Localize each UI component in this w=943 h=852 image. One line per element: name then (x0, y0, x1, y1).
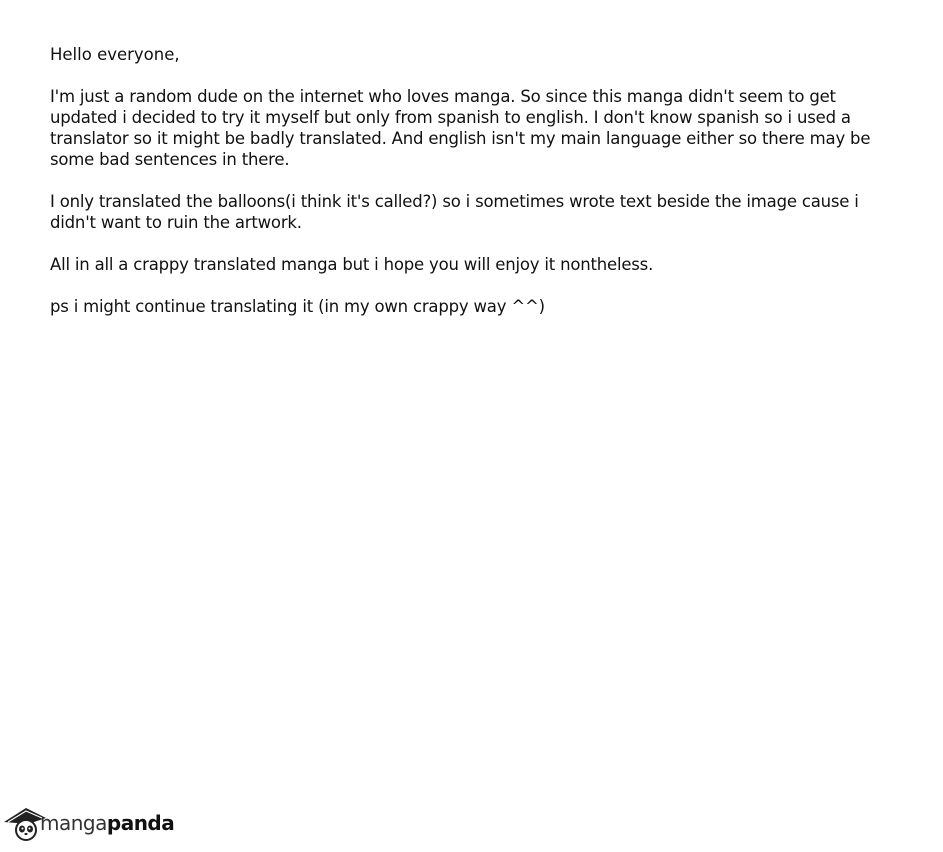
wordmark-panda: panda (106, 811, 175, 835)
note-paragraph-intro: I'm just a random dude on the internet who loves manga. So since this manga didn't seem to get updated i decided to try it myself but only from spanish to english. I don't know spanish so i used a translator so it might be badly translated. And english isn't my main language either so there may be some bad sentences in there. (50, 87, 871, 169)
note-greeting: Hello everyone, (50, 45, 180, 64)
note-paragraph-ps: ps i might continue translating it (in my own crappy way ^^) (50, 297, 545, 316)
note-paragraph-balloons: I only translated the balloons(i think it's called?) so i sometimes wrote text beside the image cause i didn't want to ruin the artwork. (50, 192, 859, 232)
translator-note (50, 44, 880, 338)
wordmark-manga: manga (40, 811, 107, 835)
mangapanda-wordmark (40, 813, 174, 833)
note-paragraph-enjoy: All in all a crappy translated manga but i hope you will enjoy it nontheless. (50, 255, 654, 274)
mangapanda-watermark (2, 804, 174, 842)
